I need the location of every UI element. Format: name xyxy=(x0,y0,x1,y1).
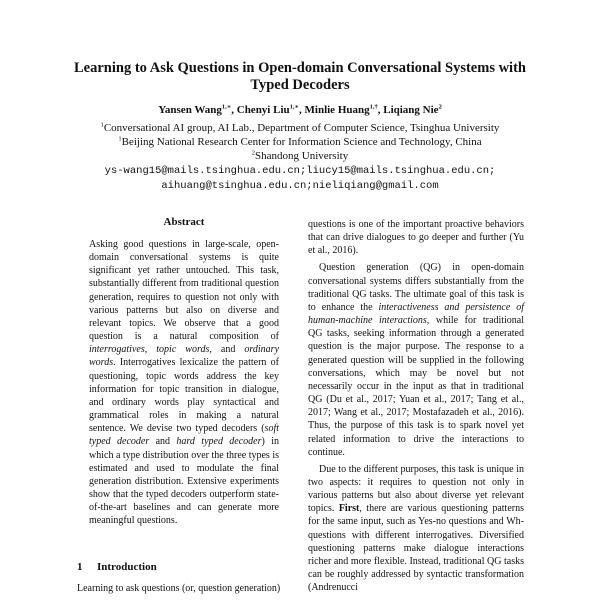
author-name: Chenyi Liu xyxy=(236,104,290,116)
abstract-heading: Abstract xyxy=(163,216,205,228)
affiliation-mark: 1 xyxy=(100,121,104,129)
abstract-text: and xyxy=(149,436,177,448)
abstract-text: ) in which a type distribution over the three types is estimated and used to modulate the final generation distribution. Extensive experiments show that the typed decoders outperform state-of-the-art baselines and can generate more meaningful questions. xyxy=(89,436,279,527)
paragraph-text: , there are various questioning patterns for the same input, such as Yes-no questions and Wh-questions with different interrogatives. Diversified questioning patterns make dialogue interactions richer and more flexible. Instead, traditional QG tasks can be roughly addressed by syntactic transformation (Andrenucci xyxy=(308,503,525,594)
paragraph-emphasis: interactiveness and persistence of human-machine interactions xyxy=(308,301,524,327)
paragraph xyxy=(308,463,524,595)
paragraph-text: questions is one of the important proactive behaviors that can drive dialogues to go deeper and further (Yu et al., 2016). xyxy=(308,219,524,257)
title-line-1: Learning to Ask Questions in Open-domain Conversational Systems with xyxy=(74,60,526,76)
author-affil-mark: 1,∗ xyxy=(289,103,300,111)
author-affil-mark: 1,∗ xyxy=(221,103,232,111)
abstract-text: , xyxy=(144,344,157,356)
author-name: Liqiang Nie xyxy=(383,104,439,116)
abstract-emphasis: interrogatives xyxy=(89,344,145,356)
abstract-emphasis: soft typed decoder xyxy=(89,423,279,448)
abstract-emphasis: ordinary words xyxy=(89,344,280,369)
abstract-text: . Interrogatives lexicalize the pattern of questioning, topic words address the key information for topic transition in dialogue, and ordinary words play syntactical and grammatical roles in making a natural sentence. We devise two typed decoders ( xyxy=(89,357,279,435)
affiliation-2 xyxy=(40,135,560,149)
affiliation-text: Beijing National Research Center for Information Science and Technology, China xyxy=(121,136,482,148)
paragraph-text: Question generation (QG) in open-domain conversational systems differs substantially from the traditional QG tasks. The ultimate goal of this task is to enhance the xyxy=(308,262,524,313)
author-list xyxy=(40,104,560,116)
paragraph-text: , while for traditional QG tasks, seeking information through a generated question is the major purpose. The response to a generated question will be supplied in the following conversations, which may be novel but not necessarily occur in the input as that in traditional QG (Du et al., 2017; Yuan et al., 2017; Tang et al., 2017; Wang et al., 2017; Mostafazadeh et al., 2016). Thus, the purpose of this task is to spark novel yet related information to drive the interactions to continue. xyxy=(308,315,524,458)
emails-line-1: ys-wang15@mails.tsinghua.edu.cn;liucy15@mails.tsinghua.edu.cn; xyxy=(104,165,496,177)
affiliation-mark: 1 xyxy=(118,135,122,143)
author-separator: , xyxy=(231,104,237,116)
section-heading-introduction xyxy=(77,561,157,573)
affiliation-1 xyxy=(40,121,560,135)
affiliation-mark: 2 xyxy=(251,149,256,157)
title-line-2: Typed Decoders xyxy=(250,77,350,93)
author-separator: , xyxy=(377,104,384,116)
emails-line-2: aihuang@tsinghua.edu.cn;nieliqiang@gmail.com xyxy=(161,180,439,192)
affiliation-text: Conversational AI group, AI Lab., Department of Computer Science, Tsinghua University xyxy=(103,122,500,134)
author-name: Yansen Wang xyxy=(158,104,222,116)
paper-title xyxy=(60,60,540,94)
paragraph-text: Due to the different purposes, this task is unique in two aspects: it requires to question not only in various patterns but also about diverse yet relevant topics. xyxy=(308,463,524,515)
author-affil-mark: 1,† xyxy=(369,103,378,111)
author-affil-mark: 2 xyxy=(438,103,442,111)
paragraph-bold: First xyxy=(338,503,360,515)
affiliation-text: Shandong University xyxy=(255,150,349,162)
paragraph xyxy=(308,261,524,458)
paragraph xyxy=(308,218,524,257)
author-name: Minlie Huang xyxy=(304,104,370,116)
author-emails xyxy=(40,164,560,194)
introduction-first-line: Learning to ask questions (or, question generation) xyxy=(77,583,281,594)
author-separator: , xyxy=(299,104,305,116)
right-column-body xyxy=(308,218,524,594)
affiliation-3 xyxy=(40,149,560,163)
abstract-text: , and xyxy=(209,344,245,356)
abstract-body xyxy=(89,238,279,527)
abstract-text: Asking good questions in large-scale, open-domain conversational systems is quite significant yet rather untouched. This task, substantially different from traditional question generation, requires to question not only with various patterns but also on diverse and relevant topics. We observe that a good question is a natural composition of xyxy=(89,239,279,343)
section-number: 1 xyxy=(77,561,83,573)
abstract-emphasis: hard typed decoder xyxy=(176,436,262,448)
section-title: Introduction xyxy=(97,561,157,573)
abstract-emphasis: topic words xyxy=(156,344,210,356)
